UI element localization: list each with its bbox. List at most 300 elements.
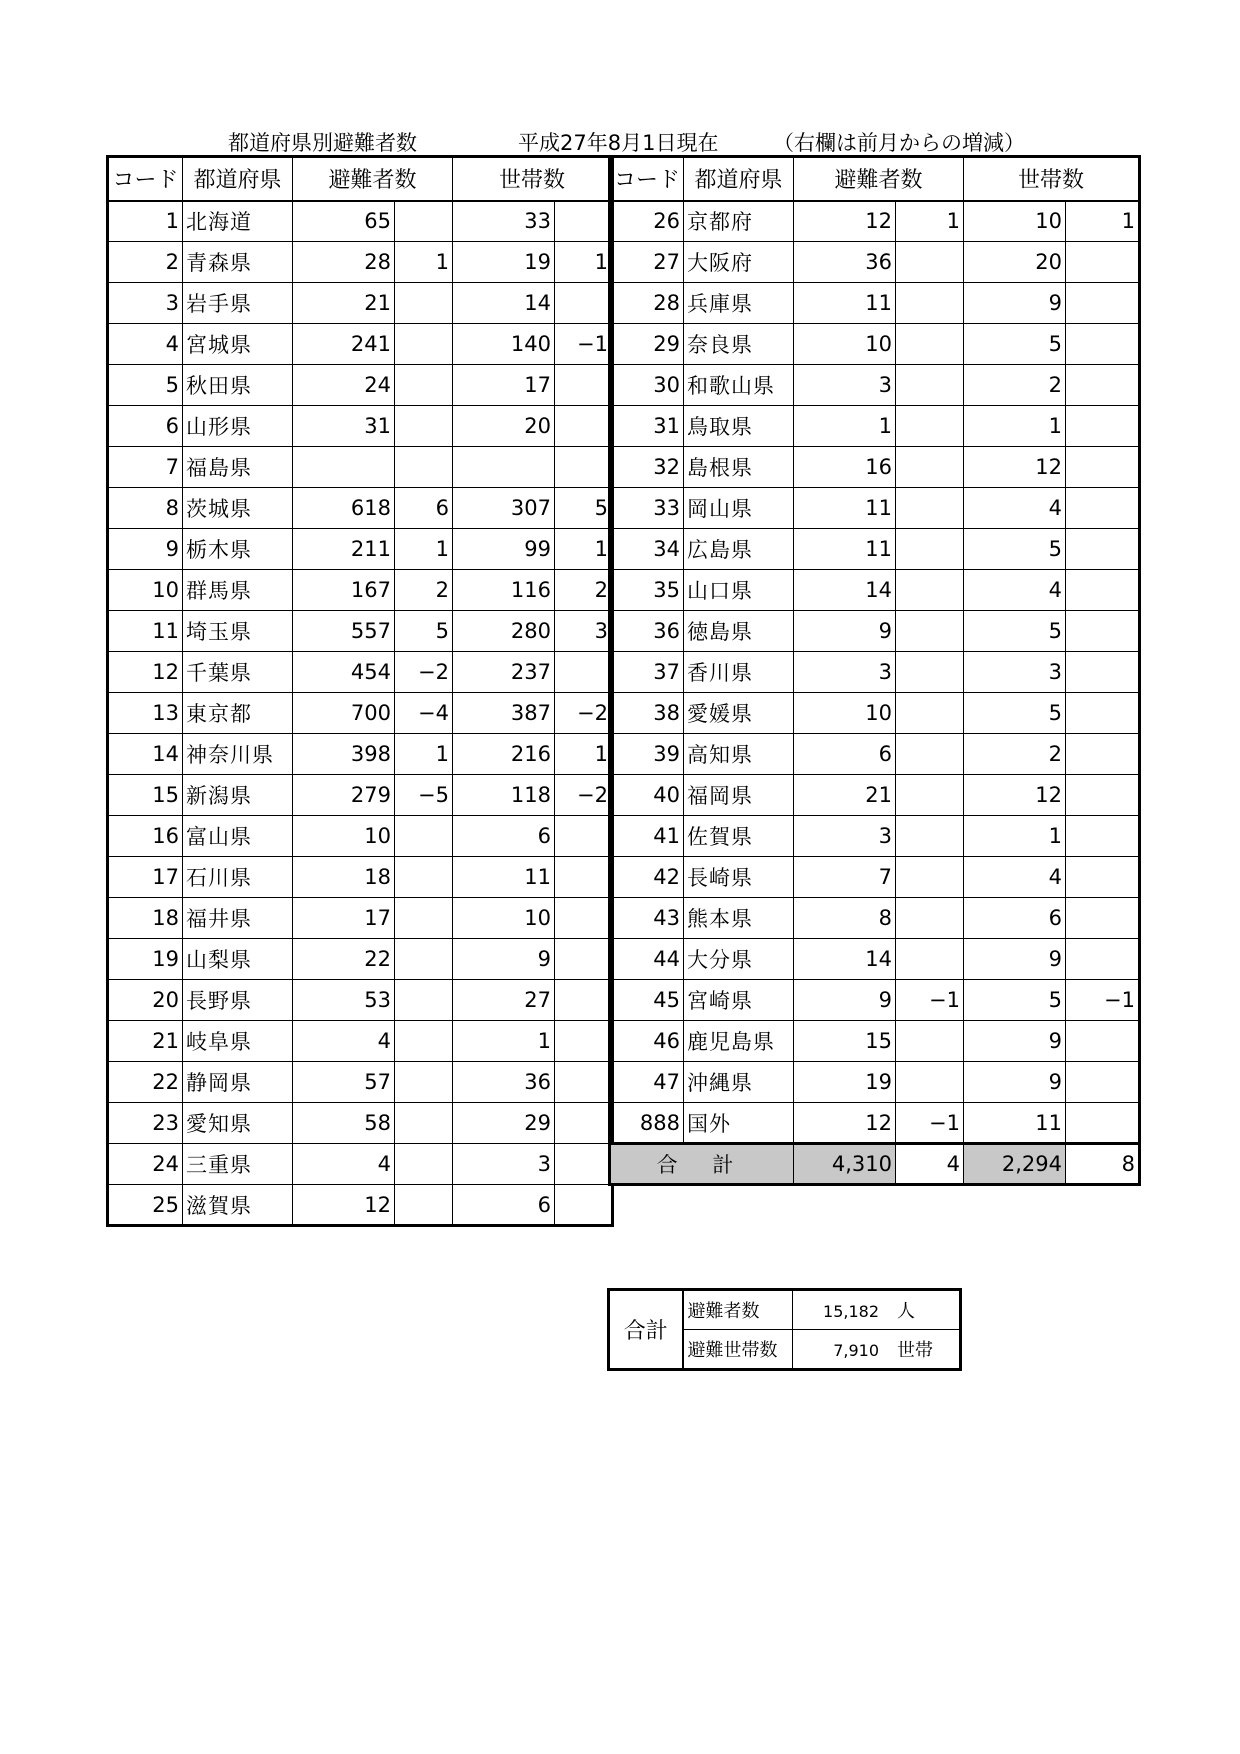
row-evacuees-change (896, 529, 964, 570)
row-households-change: −2 (555, 693, 613, 734)
row-households: 12 (964, 447, 1066, 488)
row-evacuees: 11 (794, 529, 896, 570)
row-households: 9 (964, 283, 1066, 324)
row-households-change: 1 (555, 242, 613, 283)
row-households-change (555, 365, 613, 406)
row-code: 43 (610, 898, 684, 939)
table-row (610, 488, 1140, 529)
row-code: 4 (108, 324, 183, 365)
row-prefecture: 東京都 (183, 693, 293, 734)
total-evacuees: 4,310 (794, 1144, 896, 1185)
row-code: 19 (108, 939, 183, 980)
total-households: 2,294 (964, 1144, 1066, 1185)
row-households-change (555, 816, 613, 857)
row-evacuees-change: −4 (395, 693, 453, 734)
row-households-change: 1 (555, 734, 613, 775)
table-row (108, 1185, 613, 1226)
table-row (610, 529, 1140, 570)
row-evacuees-change (896, 570, 964, 611)
table-row (610, 939, 1140, 980)
row-code: 17 (108, 857, 183, 898)
row-households-change (1066, 939, 1140, 980)
row-households: 99 (453, 529, 555, 570)
row-code: 27 (610, 242, 684, 283)
row-evacuees-change (896, 242, 964, 283)
row-prefecture: 静岡県 (183, 1062, 293, 1103)
row-households: 10 (453, 898, 555, 939)
table-row (108, 693, 613, 734)
row-code: 18 (108, 898, 183, 939)
row-code: 46 (610, 1021, 684, 1062)
table-row (108, 324, 613, 365)
row-evacuees: 24 (293, 365, 395, 406)
row-households: 2 (964, 365, 1066, 406)
row-evacuees: 3 (794, 652, 896, 693)
row-households: 307 (453, 488, 555, 529)
row-evacuees: 53 (293, 980, 395, 1021)
row-households-change (1066, 365, 1140, 406)
table-row (108, 816, 613, 857)
row-evacuees: 10 (293, 816, 395, 857)
row-code: 5 (108, 365, 183, 406)
row-prefecture: 神奈川県 (183, 734, 293, 775)
row-households-change (1066, 529, 1140, 570)
row-prefecture: 鹿児島県 (684, 1021, 794, 1062)
row-households: 9 (964, 1021, 1066, 1062)
row-evacuees: 557 (293, 611, 395, 652)
summary-households-label: 避難世帯数 (683, 1330, 793, 1370)
row-households: 4 (964, 570, 1066, 611)
table-row (108, 570, 613, 611)
row-code: 8 (108, 488, 183, 529)
summary-evacuees-cell (793, 1290, 961, 1330)
table-row (108, 939, 613, 980)
row-prefecture: 福岡県 (684, 775, 794, 816)
row-evacuees-change (896, 775, 964, 816)
row-households-change (1066, 406, 1140, 447)
row-evacuees-change (896, 447, 964, 488)
row-prefecture: 鳥取県 (684, 406, 794, 447)
row-prefecture: 岐阜県 (183, 1021, 293, 1062)
row-prefecture: 秋田県 (183, 365, 293, 406)
row-prefecture: 和歌山県 (684, 365, 794, 406)
row-evacuees: 4 (293, 1021, 395, 1062)
row-households-change (1066, 775, 1140, 816)
row-evacuees: 6 (794, 734, 896, 775)
row-prefecture: 広島県 (684, 529, 794, 570)
row-prefecture: 宮崎県 (684, 980, 794, 1021)
table-row (108, 529, 613, 570)
row-evacuees-change (896, 734, 964, 775)
row-prefecture: 群馬県 (183, 570, 293, 611)
row-code: 45 (610, 980, 684, 1021)
table-row (108, 447, 613, 488)
row-evacuees-change (896, 488, 964, 529)
row-households-change (1066, 816, 1140, 857)
row-households-change (1066, 1021, 1140, 1062)
row-evacuees: 1 (794, 406, 896, 447)
row-evacuees: 16 (794, 447, 896, 488)
row-evacuees: 7 (794, 857, 896, 898)
table-row (610, 980, 1140, 1021)
row-evacuees: 9 (794, 611, 896, 652)
row-code: 3 (108, 283, 183, 324)
row-households-change: 1 (555, 529, 613, 570)
header-code: コード (610, 157, 684, 201)
row-households: 4 (964, 857, 1066, 898)
row-code: 9 (108, 529, 183, 570)
row-households: 5 (964, 324, 1066, 365)
row-evacuees: 3 (794, 816, 896, 857)
row-evacuees-change (395, 201, 453, 242)
row-code: 20 (108, 980, 183, 1021)
row-households: 3 (453, 1144, 555, 1185)
row-evacuees: 15 (794, 1021, 896, 1062)
row-code: 12 (108, 652, 183, 693)
row-prefecture: 兵庫県 (684, 283, 794, 324)
row-households: 116 (453, 570, 555, 611)
row-households (453, 447, 555, 488)
row-evacuees-change: −2 (395, 652, 453, 693)
row-households-change (1066, 488, 1140, 529)
row-prefecture: 国外 (684, 1103, 794, 1144)
header-households: 世帯数 (964, 157, 1140, 201)
summary-evacuees-value: 15,182 (823, 1302, 879, 1321)
row-households: 2 (964, 734, 1066, 775)
table-row (610, 898, 1140, 939)
row-prefecture: 大阪府 (684, 242, 794, 283)
row-code: 22 (108, 1062, 183, 1103)
table-row (108, 898, 613, 939)
row-code: 24 (108, 1144, 183, 1185)
table-row (108, 652, 613, 693)
summary-households-unit: 世帯 (897, 1340, 933, 1361)
row-prefecture: 沖縄県 (684, 1062, 794, 1103)
row-households-change (555, 447, 613, 488)
row-code: 36 (610, 611, 684, 652)
row-evacuees-change (395, 1185, 453, 1226)
left-prefecture-table (106, 155, 614, 1227)
row-evacuees: 11 (794, 283, 896, 324)
row-evacuees: 279 (293, 775, 395, 816)
total-households-change: 8 (1066, 1144, 1140, 1185)
summary-label: 合計 (609, 1290, 683, 1370)
table-row (610, 611, 1140, 652)
summary-evacuees-label: 避難者数 (683, 1290, 793, 1330)
row-evacuees-change (395, 365, 453, 406)
table-row (610, 857, 1140, 898)
table-row (108, 488, 613, 529)
row-code: 29 (610, 324, 684, 365)
row-evacuees-change (395, 324, 453, 365)
row-prefecture: 埼玉県 (183, 611, 293, 652)
row-households: 6 (964, 898, 1066, 939)
row-evacuees: 12 (293, 1185, 395, 1226)
row-households: 237 (453, 652, 555, 693)
row-evacuees: 398 (293, 734, 395, 775)
row-households-change (555, 201, 613, 242)
row-code: 37 (610, 652, 684, 693)
row-evacuees: 618 (293, 488, 395, 529)
row-code: 40 (610, 775, 684, 816)
row-prefecture: 茨城県 (183, 488, 293, 529)
row-evacuees-change (395, 898, 453, 939)
row-code: 2 (108, 242, 183, 283)
row-prefecture: 熊本県 (684, 898, 794, 939)
header-evacuees: 避難者数 (794, 157, 964, 201)
summary-households-cell (793, 1330, 961, 1370)
row-households-change: 2 (555, 570, 613, 611)
table-row (108, 201, 613, 242)
row-households-change (555, 1062, 613, 1103)
row-evacuees: 12 (794, 201, 896, 242)
row-code: 13 (108, 693, 183, 734)
row-households-change (555, 980, 613, 1021)
table-row (108, 734, 613, 775)
row-code: 28 (610, 283, 684, 324)
row-code: 33 (610, 488, 684, 529)
row-evacuees: 58 (293, 1103, 395, 1144)
table-row (610, 1021, 1140, 1062)
row-evacuees: 700 (293, 693, 395, 734)
row-households-change (555, 1144, 613, 1185)
row-evacuees-change (395, 1021, 453, 1062)
row-evacuees: 11 (794, 488, 896, 529)
row-evacuees: 22 (293, 939, 395, 980)
table-row (108, 611, 613, 652)
row-prefecture: 山形県 (183, 406, 293, 447)
row-households: 5 (964, 980, 1066, 1021)
row-code: 31 (610, 406, 684, 447)
row-evacuees-change: 1 (395, 734, 453, 775)
row-evacuees: 3 (794, 365, 896, 406)
row-households: 9 (964, 939, 1066, 980)
table-row (108, 365, 613, 406)
row-evacuees-change (395, 447, 453, 488)
row-prefecture: 佐賀県 (684, 816, 794, 857)
row-prefecture: 岡山県 (684, 488, 794, 529)
row-households: 5 (964, 529, 1066, 570)
row-households-change (1066, 652, 1140, 693)
row-prefecture: 高知県 (684, 734, 794, 775)
row-evacuees: 65 (293, 201, 395, 242)
row-households-change (1066, 734, 1140, 775)
row-prefecture: 北海道 (183, 201, 293, 242)
row-prefecture: 香川県 (684, 652, 794, 693)
row-households: 17 (453, 365, 555, 406)
row-evacuees: 10 (794, 324, 896, 365)
row-code: 21 (108, 1021, 183, 1062)
row-households: 1 (453, 1021, 555, 1062)
row-households: 9 (964, 1062, 1066, 1103)
row-households-change (555, 406, 613, 447)
row-evacuees: 167 (293, 570, 395, 611)
row-households-change (1066, 283, 1140, 324)
row-code: 25 (108, 1185, 183, 1226)
row-households: 387 (453, 693, 555, 734)
row-households-change (555, 898, 613, 939)
row-households: 4 (964, 488, 1066, 529)
row-households-change (1066, 1103, 1140, 1144)
row-prefecture: 福井県 (183, 898, 293, 939)
row-code: 32 (610, 447, 684, 488)
row-evacuees-change (395, 1062, 453, 1103)
row-prefecture: 徳島県 (684, 611, 794, 652)
table-row (108, 1144, 613, 1185)
row-evacuees: 19 (794, 1062, 896, 1103)
row-code: 6 (108, 406, 183, 447)
row-prefecture: 岩手県 (183, 283, 293, 324)
table-row (108, 857, 613, 898)
row-code: 14 (108, 734, 183, 775)
row-evacuees: 10 (794, 693, 896, 734)
row-households: 12 (964, 775, 1066, 816)
row-evacuees: 21 (794, 775, 896, 816)
table-row (610, 1103, 1140, 1144)
row-evacuees: 12 (794, 1103, 896, 1144)
row-prefecture: 栃木県 (183, 529, 293, 570)
row-households: 5 (964, 611, 1066, 652)
table-row (610, 365, 1140, 406)
table-row (610, 242, 1140, 283)
row-households: 140 (453, 324, 555, 365)
table-row (610, 734, 1140, 775)
header-prefecture: 都道府県 (183, 157, 293, 201)
row-households-change: 5 (555, 488, 613, 529)
row-code: 888 (610, 1103, 684, 1144)
row-prefecture: 奈良県 (684, 324, 794, 365)
row-households-change (1066, 898, 1140, 939)
row-evacuees-change: −5 (395, 775, 453, 816)
row-evacuees-change (395, 980, 453, 1021)
row-households-change (1066, 857, 1140, 898)
row-households: 118 (453, 775, 555, 816)
table-row (610, 1062, 1140, 1103)
row-households-change: 3 (555, 611, 613, 652)
row-evacuees: 14 (794, 939, 896, 980)
row-evacuees-change (395, 939, 453, 980)
row-prefecture: 島根県 (684, 447, 794, 488)
row-code: 34 (610, 529, 684, 570)
total-label: 合 計 (610, 1144, 794, 1185)
row-evacuees: 4 (293, 1144, 395, 1185)
row-evacuees-change (395, 857, 453, 898)
row-prefecture: 青森県 (183, 242, 293, 283)
row-evacuees-change (896, 1062, 964, 1103)
row-prefecture: 三重県 (183, 1144, 293, 1185)
row-evacuees: 211 (293, 529, 395, 570)
total-evacuees-change: 4 (896, 1144, 964, 1185)
row-prefecture: 大分県 (684, 939, 794, 980)
row-evacuees-change (395, 1103, 453, 1144)
row-households: 216 (453, 734, 555, 775)
column-note: （右欄は前月からの増減） (773, 131, 1025, 155)
row-code: 42 (610, 857, 684, 898)
row-code: 7 (108, 447, 183, 488)
row-evacuees-change: 6 (395, 488, 453, 529)
row-code: 26 (610, 201, 684, 242)
row-evacuees-change: −1 (896, 1103, 964, 1144)
row-households: 1 (964, 406, 1066, 447)
row-evacuees: 241 (293, 324, 395, 365)
row-households: 3 (964, 652, 1066, 693)
row-households: 20 (453, 406, 555, 447)
row-households-change (1066, 242, 1140, 283)
row-households-change (1066, 324, 1140, 365)
row-households: 9 (453, 939, 555, 980)
table-row (610, 324, 1140, 365)
table-row (610, 283, 1140, 324)
row-prefecture: 山梨県 (183, 939, 293, 980)
row-households: 20 (964, 242, 1066, 283)
row-households-change (1066, 1062, 1140, 1103)
row-households: 14 (453, 283, 555, 324)
row-code: 35 (610, 570, 684, 611)
row-evacuees: 17 (293, 898, 395, 939)
row-code: 30 (610, 365, 684, 406)
row-households-change: −1 (1066, 980, 1140, 1021)
row-evacuees-change (896, 1021, 964, 1062)
row-evacuees: 18 (293, 857, 395, 898)
row-code: 47 (610, 1062, 684, 1103)
header-row (610, 157, 1140, 201)
row-evacuees: 57 (293, 1062, 395, 1103)
row-households-change (1066, 570, 1140, 611)
row-households: 27 (453, 980, 555, 1021)
row-households: 36 (453, 1062, 555, 1103)
table-row (610, 775, 1140, 816)
row-evacuees-change: 1 (395, 242, 453, 283)
row-households-change (555, 652, 613, 693)
row-code: 39 (610, 734, 684, 775)
row-households: 33 (453, 201, 555, 242)
row-evacuees-change (896, 857, 964, 898)
row-households: 11 (964, 1103, 1066, 1144)
row-evacuees: 36 (794, 242, 896, 283)
row-households: 280 (453, 611, 555, 652)
header-households: 世帯数 (453, 157, 613, 201)
total-row (610, 1144, 1140, 1185)
row-prefecture: 富山県 (183, 816, 293, 857)
row-households: 11 (453, 857, 555, 898)
row-evacuees: 454 (293, 652, 395, 693)
row-evacuees-change (896, 816, 964, 857)
row-code: 23 (108, 1103, 183, 1144)
row-evacuees: 31 (293, 406, 395, 447)
row-evacuees-change: 1 (395, 529, 453, 570)
row-evacuees-change (896, 365, 964, 406)
row-evacuees-change (896, 406, 964, 447)
row-evacuees-change (896, 898, 964, 939)
row-households-change (555, 1021, 613, 1062)
as-of-date: 平成27年8月1日現在 (518, 131, 719, 155)
header-row (108, 157, 613, 201)
row-prefecture: 宮城県 (183, 324, 293, 365)
right-prefecture-table (608, 155, 1141, 1186)
row-households-change: −1 (555, 324, 613, 365)
summary-evacuees-unit: 人 (897, 1301, 915, 1322)
header-code: コード (108, 157, 183, 201)
row-evacuees: 9 (794, 980, 896, 1021)
row-code: 38 (610, 693, 684, 734)
grand-total-summary (607, 1288, 962, 1371)
document-title: 都道府県別避難者数 (228, 131, 417, 155)
row-code: 16 (108, 816, 183, 857)
row-evacuees-change: 5 (395, 611, 453, 652)
table-row (108, 980, 613, 1021)
row-code: 11 (108, 611, 183, 652)
header-prefecture: 都道府県 (684, 157, 794, 201)
